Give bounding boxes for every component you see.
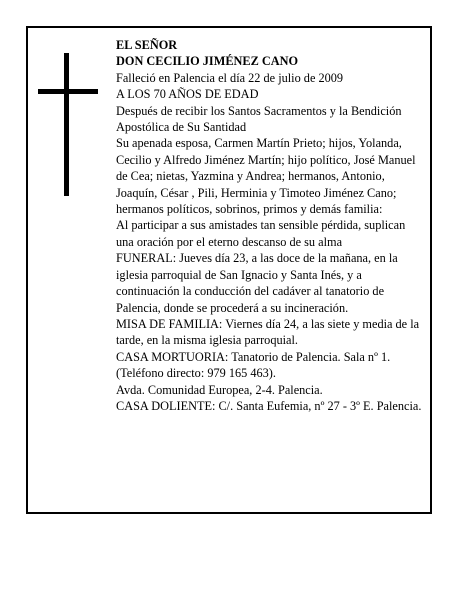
deceased-name: DON CECILIO JIMÉNEZ CANO	[116, 54, 299, 69]
mourning-house-paragraph: CASA DOLIENTE: C/. Santa Eufemia, nº 27 - 3º E. Palencia.	[116, 398, 422, 413]
request-paragraph: Al participar a sus amistades tan sensible pérdida, suplican una oración por el eterno descanso de su alma	[116, 218, 406, 249]
latin-cross-icon	[38, 53, 98, 196]
cross-vertical-bar	[64, 53, 69, 196]
obituary-text	[116, 37, 422, 414]
header-title: EL SEÑOR	[116, 38, 178, 52]
funeral-paragraph: FUNERAL: Jueves día 23, a las doce de la mañana, en la iglesia parroquial de San Ignacio y Santa Inés, y a continuación la conducción del cadáver al tanatorio de Palencia, donde se procederá a su incineración.	[116, 251, 398, 315]
age-line: A LOS 70 AÑOS DE EDAD	[116, 87, 259, 102]
cross-horizontal-bar	[38, 89, 98, 94]
address-line: Avda. Comunidad Europea, 2-4. Palencia.	[116, 382, 323, 397]
funeral-home-paragraph: CASA MORTUORIA: Tanatorio de Palencia. Sala nº 1. (Teléfono directo: 979 165 463).	[116, 349, 391, 381]
sacraments-paragraph: Después de recibir los Santos Sacramentos y la Bendición Apostólica de Su Santidad	[116, 103, 402, 135]
family-paragraph: Su apenada esposa, Carmen Martín Prieto; hijos, Yolanda, Cecilio y Alfredo Jiménez Martín; hijo político, José Manuel de Cea; nietas, Yazmina y Andrea; hermanos, Antonio, Joaquín, César , Pili, Herminia y Timoteo Jiménez Cano; hermanos políticos, sobrinos, primos y demás familia:	[116, 136, 416, 217]
death-date: Falleció en Palencia el día 22 de julio de 2009	[116, 70, 344, 85]
family-mass-paragraph: MISA DE FAMILIA: Viernes día 24, a las siete y media de la tarde, en la misma iglesia parroquial.	[116, 316, 420, 348]
